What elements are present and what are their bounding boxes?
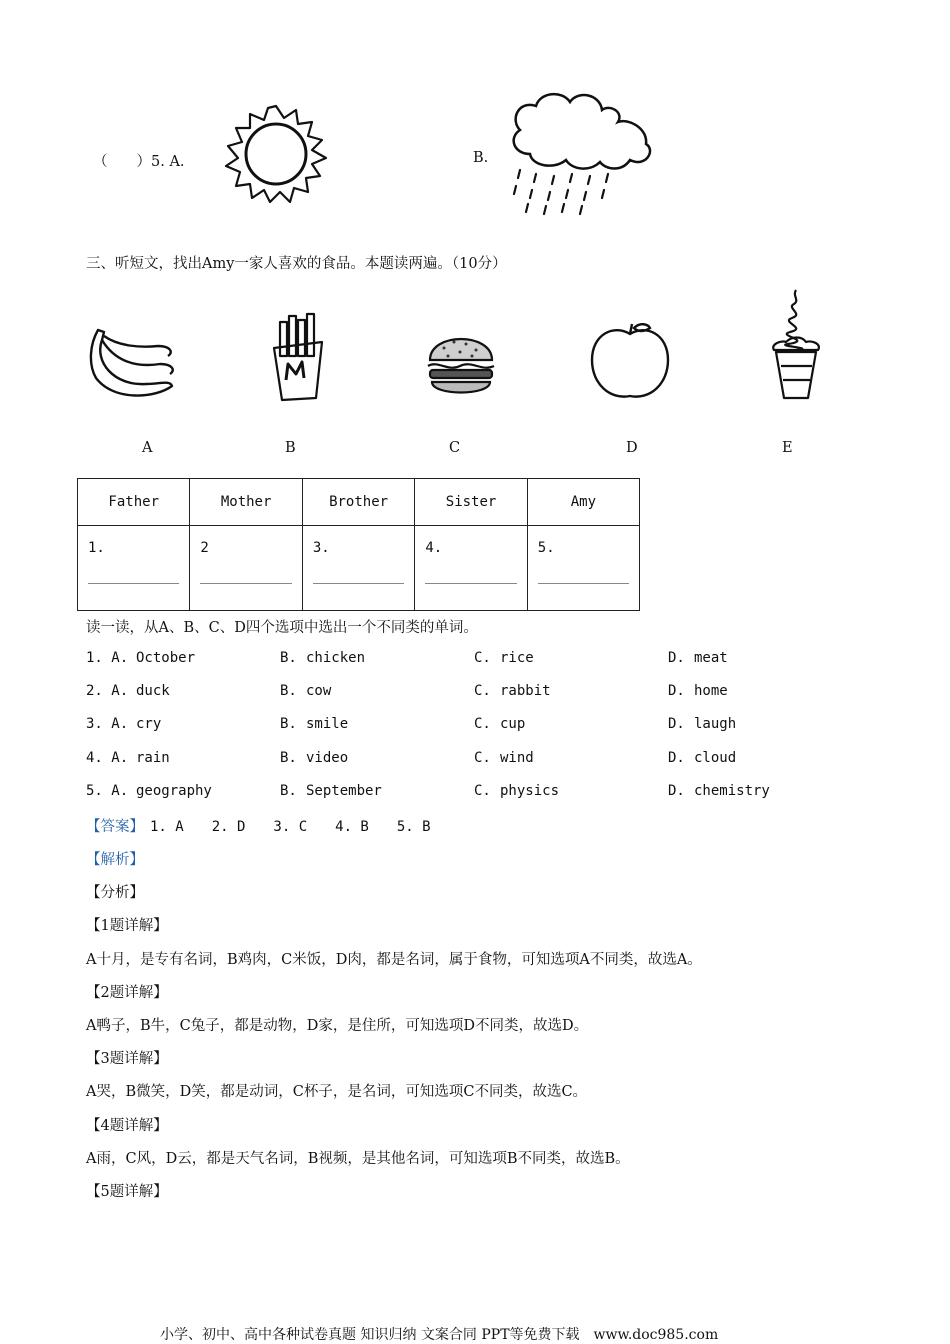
header-mother: Mother bbox=[190, 479, 302, 526]
question-2-option-c: rabbit bbox=[500, 683, 551, 699]
question-1-option-a: October bbox=[136, 650, 196, 666]
answer-cell-2[interactable] bbox=[190, 526, 302, 611]
answer-cell-5[interactable] bbox=[527, 526, 639, 611]
question-5-option-d: chemistry bbox=[694, 783, 770, 799]
hamburger-icon bbox=[424, 326, 498, 400]
detail-3-title: 【3题详解】 bbox=[86, 1051, 168, 1067]
detail-5-title: 【5题详解】 bbox=[86, 1184, 168, 1200]
food-letter-c: C bbox=[449, 440, 461, 456]
header-brother: Brother bbox=[302, 479, 415, 526]
question-4-option-a: rain bbox=[136, 750, 170, 766]
question-2-label-b: B. bbox=[280, 683, 297, 699]
question-3-option-b: smile bbox=[306, 716, 349, 732]
answer-number: 3. bbox=[312, 540, 330, 556]
question-4-label-d: D. bbox=[668, 750, 685, 766]
question-4-option-c: wind bbox=[500, 750, 534, 766]
answer-blank[interactable] bbox=[313, 582, 405, 584]
question-3-label-d: D. bbox=[668, 716, 685, 732]
question-2-option-d: home bbox=[694, 683, 728, 699]
answer-cell-1[interactable] bbox=[78, 526, 190, 611]
question-5-option-c: physics bbox=[500, 783, 560, 799]
section3-title: 三、听短文，找出Amy一家人喜欢的食品。本题读两遍。（10分） bbox=[86, 256, 507, 272]
question-4-option-b: video bbox=[306, 750, 349, 766]
question-5-option-b: September bbox=[306, 783, 382, 799]
question-3-option-a: cry bbox=[136, 716, 162, 732]
question-2-option-a: duck bbox=[136, 683, 170, 699]
question-2-label-c: C. bbox=[474, 683, 491, 699]
detail-4-text: A雨，C风，D云，都是天气名词，B视频，是其他名词，可知选项B不同类，故选B。 bbox=[86, 1151, 630, 1167]
fries-icon bbox=[270, 312, 326, 402]
header-sister: Sister bbox=[415, 479, 527, 526]
q5-prefix: （ ）5. A. bbox=[93, 154, 185, 170]
answer-cell-3[interactable] bbox=[302, 526, 415, 611]
banana-icon bbox=[84, 324, 178, 402]
question-1-label-c: C. bbox=[474, 650, 491, 666]
detail-1-text: A十月，是专有名词，B鸡肉，C米饭，D肉，都是名词，属于食物，可知选项A不同类，故选A。 bbox=[86, 952, 702, 968]
detail-3-text: A哭，B微笑，D笑，都是动词，C杯子，是名词，可知选项C不同类，故选C。 bbox=[86, 1084, 588, 1100]
question-3-label-c: C. bbox=[474, 716, 491, 732]
detail-4-title: 【4题详解】 bbox=[86, 1118, 168, 1134]
question-4-number: 4. A. bbox=[86, 750, 129, 766]
answer-cell-4[interactable] bbox=[415, 526, 527, 611]
question-1-label-d: D. bbox=[668, 650, 685, 666]
ice-cream-icon bbox=[768, 288, 824, 400]
question-3-number: 3. A. bbox=[86, 716, 129, 732]
question-1-option-d: meat bbox=[694, 650, 728, 666]
question-3-label-b: B. bbox=[280, 716, 297, 732]
question-5-label-d: D. bbox=[668, 783, 685, 799]
q5-option-b: B. bbox=[473, 150, 489, 166]
apple-icon bbox=[588, 320, 672, 402]
answer-blank[interactable] bbox=[200, 582, 291, 584]
question-1-option-c: rice bbox=[500, 650, 534, 666]
question-1-option-b: chicken bbox=[306, 650, 366, 666]
question-4-label-c: C. bbox=[474, 750, 491, 766]
question-4-option-d: cloud bbox=[694, 750, 737, 766]
question-5-number: 5. A. bbox=[86, 783, 129, 799]
rain-cloud-icon bbox=[506, 90, 656, 220]
question-1-label-b: B. bbox=[280, 650, 297, 666]
answer-table bbox=[77, 478, 640, 611]
question-4-label-b: B. bbox=[280, 750, 297, 766]
reading-intro: 读一读，从A、B、C、D四个选项中选出一个不同类的单词。 bbox=[86, 620, 478, 636]
question-3-option-c: cup bbox=[500, 716, 526, 732]
question-5-label-c: C. bbox=[474, 783, 491, 799]
header-amy: Amy bbox=[527, 479, 639, 526]
question-2-number: 2. A. bbox=[86, 683, 129, 699]
detail-1-title: 【1题详解】 bbox=[86, 918, 168, 934]
answer-label: 【答案】 bbox=[86, 819, 144, 835]
question-5-label-b: B. bbox=[280, 783, 297, 799]
detail-2-text: A鸭子，B牛，C兔子，都是动物，D家，是住所，可知选项D不同类，故选D。 bbox=[86, 1018, 589, 1034]
answer-table-row bbox=[78, 526, 640, 611]
header-father: Father bbox=[78, 479, 190, 526]
answer-number: 1. bbox=[88, 540, 105, 556]
question-5-option-a: geography bbox=[136, 783, 212, 799]
food-letter-d: D bbox=[626, 440, 638, 456]
answer-number: 4. bbox=[425, 540, 443, 556]
fenxi-label: 【分析】 bbox=[86, 885, 144, 901]
food-letter-e: E bbox=[782, 440, 793, 456]
food-letter-a: A bbox=[142, 440, 153, 456]
analysis-label: 【解析】 bbox=[86, 852, 144, 868]
question-3-option-d: laugh bbox=[694, 716, 737, 732]
food-letter-b: B bbox=[285, 440, 296, 456]
detail-2-title: 【2题详解】 bbox=[86, 985, 168, 1001]
answer-blank[interactable] bbox=[538, 582, 629, 584]
footer-text: 小学、初中、高中各种试卷真题 知识归纳 文案合同 PPT等免费下载 www.doc985.com bbox=[160, 1327, 719, 1343]
answer-number: 5. bbox=[537, 540, 555, 556]
sun-icon bbox=[220, 102, 332, 206]
answer-table-header bbox=[78, 479, 640, 526]
answer-blank[interactable] bbox=[88, 582, 179, 584]
question-2-label-d: D. bbox=[668, 683, 685, 699]
question-2-option-b: cow bbox=[306, 683, 332, 699]
question-1-number: 1. A. bbox=[86, 650, 129, 666]
answer-text: 1. A 2. D 3. C 4. B 5. B bbox=[150, 819, 431, 835]
answer-blank[interactable] bbox=[425, 582, 516, 584]
answer-number: 2 bbox=[200, 540, 209, 556]
